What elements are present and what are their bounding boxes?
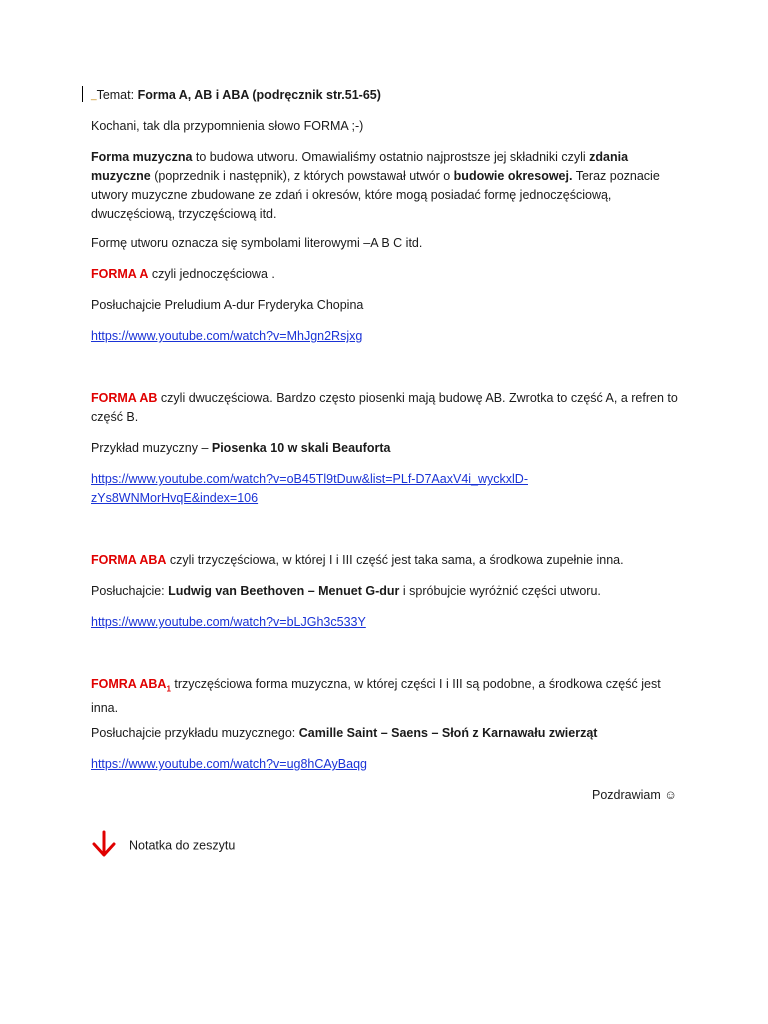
definition-text-2: (poprzednik i następnik), z których powstawał utwór o (150, 169, 454, 183)
symbols-line: Formę utworu oznacza się symbolami literowymi –A B C itd. (91, 236, 423, 250)
forma-ab-desc: czyli dwuczęściowa. Bardzo często piosenki mają budowę AB. Zwrotka to część A, a refren to część B. (91, 391, 678, 424)
forma-aba-listen-suffix: i spróbujcie wyróżnić części utworu. (399, 584, 601, 598)
text-cursor (82, 86, 83, 102)
forma-aba2-link[interactable]: https://www.youtube.com/watch?v=ug8hCAyBaqg (91, 757, 367, 771)
forma-a-listen: Posłuchajcie Preludium A-dur Fryderyka Chopina (91, 298, 364, 312)
arrow-down-icon (91, 830, 117, 861)
note-row (91, 830, 681, 861)
forma-a-link[interactable]: https://www.youtube.com/watch?v=MhJgn2Rsjxg (91, 329, 363, 343)
forma-a-desc: czyli jednoczęściowa . (148, 267, 275, 281)
definition-text-1: to budowa utworu. Omawialiśmy ostatnio najprostsze jej składniki czyli (192, 150, 590, 164)
forma-aba2-line (91, 675, 681, 718)
forma-aba2-listen-title: Camille Saint – Saens – Słoń z Karnawału zwierząt (298, 726, 598, 740)
forma-ab-link[interactable] (91, 472, 528, 505)
forma-aba2-listen-prefix: Posłuchajcie przykładu muzycznego: (91, 726, 299, 740)
forma-ab-example-title: Piosenka 10 w skali Beauforta (211, 441, 391, 455)
forma-aba-listen (91, 582, 681, 601)
forma-ab-link-line (91, 470, 681, 508)
forma-ab-example-prefix: Przykład muzyczny – (91, 441, 212, 455)
term-zdania-muzyczne: zdania muzyczne (91, 150, 629, 183)
forma-ab-example (91, 439, 681, 458)
term-forma-muzyczna: Forma muzyczna (91, 150, 193, 164)
forma-a-line (91, 265, 681, 284)
forma-aba2-desc: trzyczęściowa forma muzyczna, w której części I i III są podobne, a środkowa część jest inna. (91, 677, 661, 715)
forma-aba-line (91, 551, 681, 570)
topic-prefix: Temat: (96, 88, 138, 102)
intro-line: Kochani, tak dla przypomnienia słowo FORMA ;-) (91, 119, 364, 133)
greeting: Pozdrawiam ☺ (591, 788, 677, 802)
edit-mark: _ (91, 90, 97, 101)
forma-aba-desc: czyli trzyczęściowa, w której I i III część jest taka sama, a środkowa zupełnie inna. (166, 553, 624, 567)
forma-aba-listen-prefix: Posłuchajcie: (91, 584, 169, 598)
forma-aba-label: FORMA ABA (91, 553, 167, 567)
topic-title: Forma A, AB i ABA (podręcznik str.51-65) (137, 88, 381, 102)
definition-paragraph (91, 148, 681, 224)
forma-aba2-label-text: FOMRA ABA (91, 677, 167, 691)
forma-aba2-listen (91, 724, 681, 743)
forma-ab-link-part2: zYs8WNMorHvqE&index=106 (91, 491, 259, 505)
note-label: Notatka do zeszytu (129, 838, 236, 853)
forma-ab-link-part1: https://www.youtube.com/watch?v=oB45Tl9tDuw&list=PLf-D7AaxV4i_wyckxlD- (91, 472, 528, 486)
forma-aba-listen-title: Ludwig van Beethoven – Menuet G-dur (168, 584, 400, 598)
forma-a-link-line (91, 327, 681, 346)
forma-aba-link-line (91, 613, 681, 632)
forma-aba-link[interactable]: https://www.youtube.com/watch?v=bLJGh3c533Y (91, 615, 366, 629)
forma-ab-line (91, 389, 681, 427)
forma-aba2-label (91, 677, 171, 694)
forma-a-label: FORMA A (91, 267, 149, 281)
forma-aba2-label-suffix: 1 (166, 684, 171, 694)
forma-aba2-link-line (91, 755, 681, 774)
definition-text-3: Teraz poznacie utwory muzyczne zbudowane ze zdań i okresów, które mogą posiadać formę jednoczęściową, dwuczęściową, trzyczęściową itd. (91, 169, 660, 221)
term-budowie-okresowej: budowie okresowej. (453, 169, 573, 183)
topic-line (91, 86, 681, 105)
forma-ab-label: FORMA AB (91, 391, 158, 405)
